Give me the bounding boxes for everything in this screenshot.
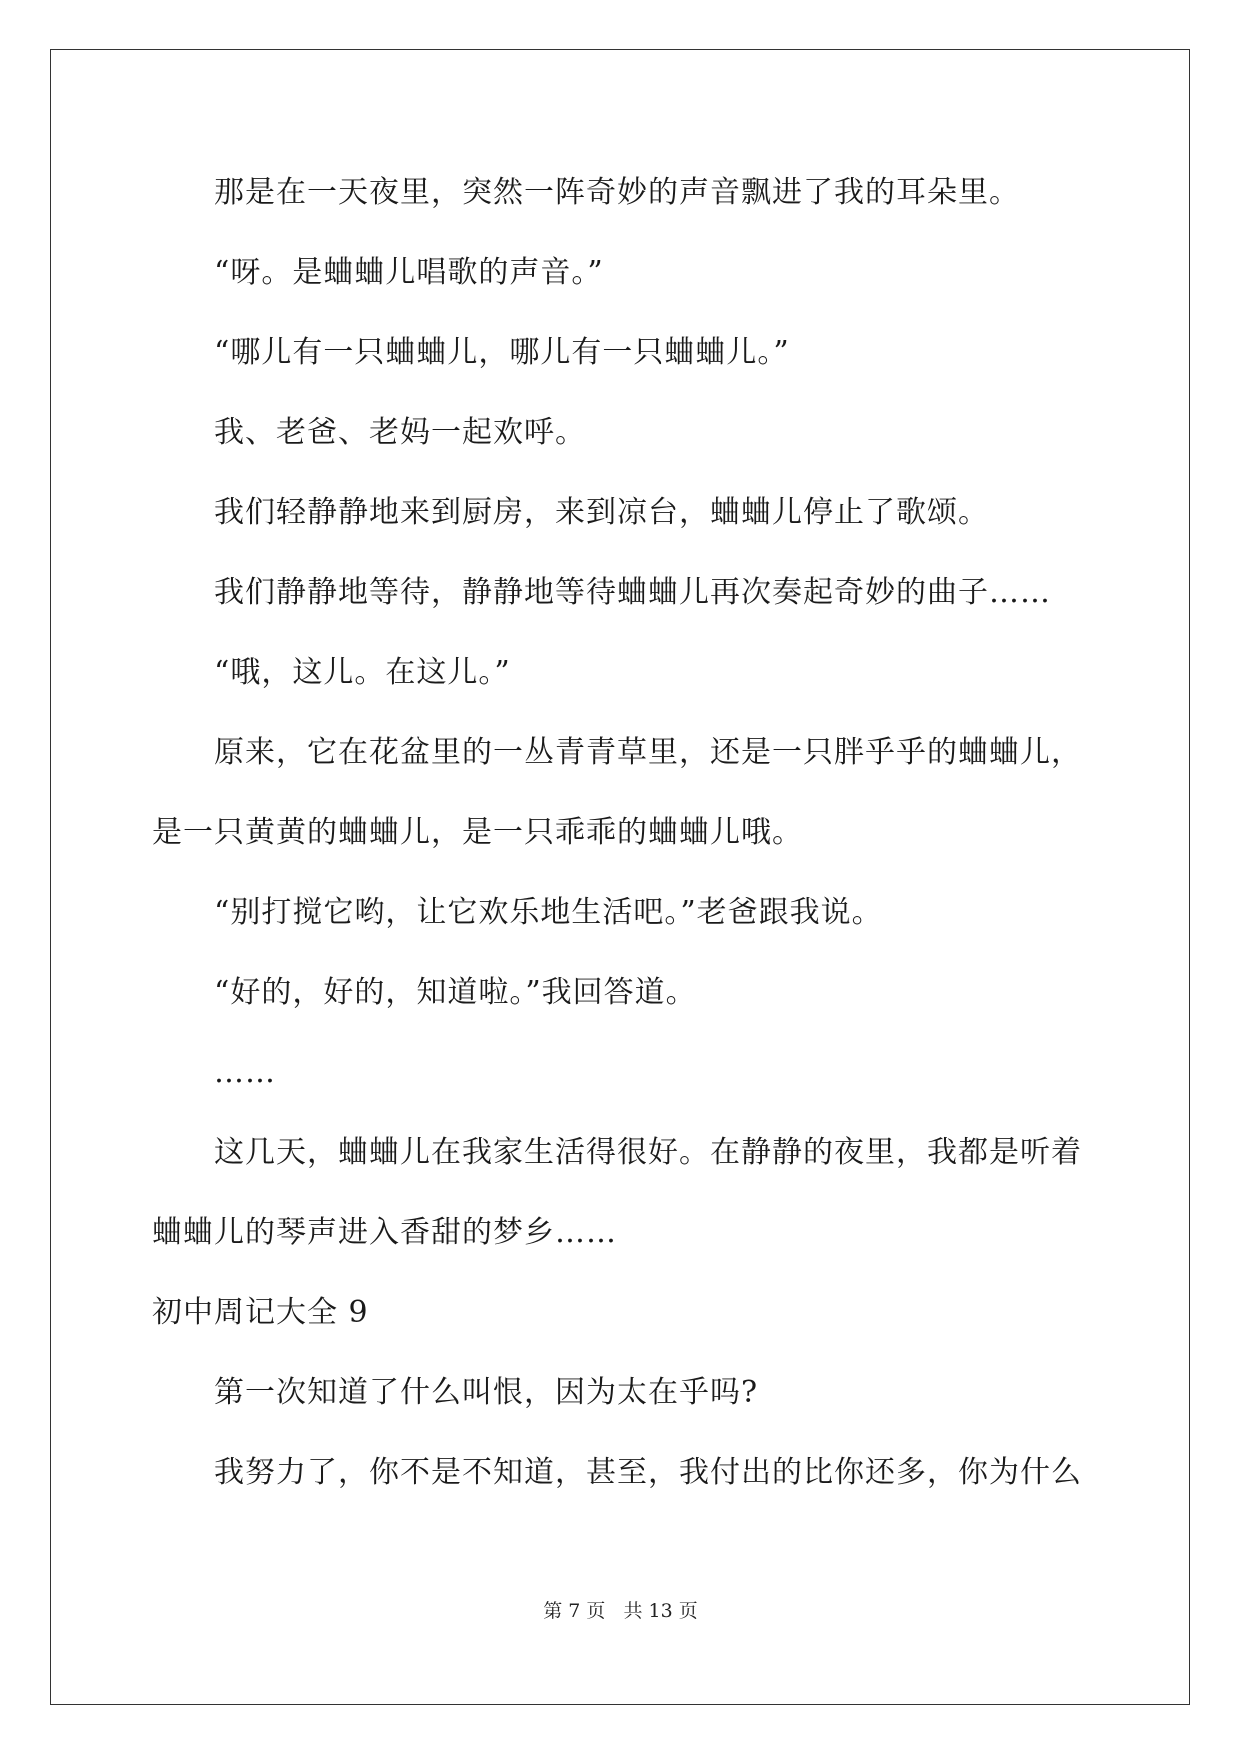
paragraph-line: “呀。是蛐蛐儿唱歌的声音。” [214,255,604,290]
page-total: 共 13 页 [623,1600,698,1622]
page-number: 第 7 页 [543,1600,606,1622]
paragraph-line: “哦，这儿。在这儿。” [214,655,511,690]
paragraph-line: “哪儿有一只蛐蛐儿，哪儿有一只蛐蛐儿。” [214,335,790,370]
paragraph-line: …… [214,1055,276,1090]
paragraph-line: 这几天，蛐蛐儿在我家生活得很好。在静静的夜里，我都是听着 [214,1135,1082,1170]
paragraph-line: 是一只黄黄的蛐蛐儿，是一只乖乖的蛐蛐儿哦。 [152,815,803,850]
paragraph-line: “别打搅它哟，让它欢乐地生活吧。”老爸跟我说。 [214,895,883,930]
paragraph-line: 那是在一天夜里，突然一阵奇妙的声音飘进了我的耳朵里。 [214,175,1020,210]
paragraph-line: 我努力了，你不是不知道，甚至，我付出的比你还多，你为什么 [214,1455,1082,1490]
paragraph-line: 蛐蛐儿的琴声进入香甜的梦乡…… [152,1215,617,1250]
paragraph-line: 我们静静地等待，静静地等待蛐蛐儿再次奏起奇妙的曲子…… [214,575,1051,610]
page-footer [0,1598,1241,1624]
paragraph-line: 我们轻静静地来到厨房，来到凉台，蛐蛐儿停止了歌颂。 [214,495,989,530]
paragraph-line: 原来，它在花盆里的一丛青青草里，还是一只胖乎乎的蛐蛐儿， [214,735,1082,770]
section-heading: 初中周记大全 9 [152,1295,369,1330]
paragraph-line: “好的，好的，知道啦。”我回答道。 [214,975,697,1010]
paragraph-line: 第一次知道了什么叫恨，因为太在乎吗? [214,1375,759,1410]
paragraph-line: 我、老爸、老妈一起欢呼。 [214,415,586,450]
